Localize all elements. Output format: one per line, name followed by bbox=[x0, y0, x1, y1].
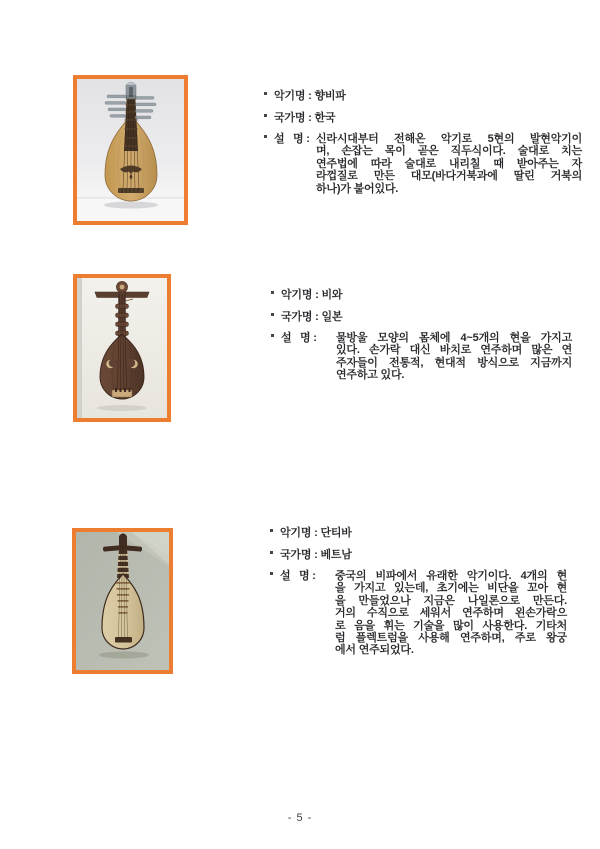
bullet-icon bbox=[264, 135, 267, 138]
description-line: 거의 수직으로 세워서 연주하며 왼손가락으 bbox=[335, 607, 567, 620]
instrument-name-row bbox=[270, 527, 567, 540]
description-row bbox=[270, 570, 567, 657]
description-line: 럼 플렉트럼을 사용해 연주하며, 주로 왕궁 bbox=[335, 632, 567, 645]
description-line: 중국의 비파에서 유래한 악기이다. 4개의 현 bbox=[335, 570, 567, 582]
description-line: 주자들이 전통적, 현대적 방식으로 지금까지 bbox=[336, 356, 572, 369]
instrument-photo-frame-2 bbox=[73, 274, 171, 422]
description-text bbox=[336, 332, 572, 382]
bullet-icon bbox=[271, 334, 274, 337]
description-line: 물방울 모양의 몸체에 4~5개의 현을 가지고 bbox=[336, 332, 572, 344]
bullet-icon bbox=[270, 551, 273, 554]
description-text bbox=[335, 570, 567, 657]
bullet-icon bbox=[271, 313, 274, 316]
description-line: 연주법에 따라 술대로 내리칠 때 받아주는 자 bbox=[316, 157, 582, 170]
instrument-name-row bbox=[264, 90, 582, 103]
description-label: 설 명 : bbox=[281, 332, 317, 344]
page-number: - 5 - bbox=[287, 812, 313, 824]
description-line: 을 만들었으나 지금은 나일론으로 만든다. bbox=[335, 594, 567, 607]
instrument-name-field: 악기명 : 비와 bbox=[281, 289, 343, 301]
country-field: 국가명 : 일본 bbox=[281, 310, 343, 323]
bullet-icon bbox=[270, 572, 273, 575]
country-row bbox=[270, 549, 567, 562]
country-field: 국가명 : 베트남 bbox=[280, 548, 352, 561]
description-label: 설 명 : bbox=[274, 133, 310, 145]
instrument-photo-frame-3 bbox=[72, 528, 173, 674]
bullet-icon bbox=[264, 92, 267, 95]
instrument-info-3 bbox=[270, 527, 567, 657]
instrument-info-1 bbox=[264, 90, 582, 195]
description-line: 을 가지고 있는데, 초기에는 비단을 꼬아 현 bbox=[335, 582, 567, 595]
hyangbipa-photo bbox=[77, 79, 184, 221]
country-row bbox=[264, 112, 582, 125]
biwa-photo bbox=[77, 278, 167, 418]
instrument-name-row bbox=[271, 289, 572, 302]
country-row bbox=[271, 311, 572, 324]
bullet-icon bbox=[271, 291, 274, 294]
instrument-name-field: 악기명 : 단티바 bbox=[280, 527, 352, 539]
description-label: 설 명 : bbox=[280, 570, 316, 582]
dan-ty-ba-photo bbox=[76, 532, 169, 670]
description-line: 신라시대부터 전해온 악기로 5현의 발현악기이 bbox=[316, 133, 582, 145]
bullet-icon bbox=[264, 114, 267, 117]
description-row bbox=[264, 133, 582, 195]
description-line: 며, 손잡는 목이 곧은 직두식이다. 술대로 치는 bbox=[316, 145, 582, 158]
description-line: 로 음을 휘는 기술을 많이 사용한다. 기타처 bbox=[335, 619, 567, 632]
description-line: 하나)가 붙어있다. bbox=[316, 182, 399, 195]
instrument-info-2 bbox=[271, 289, 572, 382]
description-row bbox=[271, 332, 572, 382]
description-line: 연주하고 있다. bbox=[336, 369, 405, 382]
description-line: 있다. 손가락 대신 바치로 연주하며 많은 연 bbox=[336, 344, 572, 357]
description-text bbox=[316, 133, 582, 195]
description-line: 에서 연주되었다. bbox=[335, 644, 414, 657]
instrument-name-field: 악기명 : 향비파 bbox=[274, 90, 346, 102]
bullet-icon bbox=[270, 529, 273, 532]
country-field: 국가명 : 한국 bbox=[274, 111, 336, 124]
instrument-photo-frame-1 bbox=[73, 75, 188, 225]
description-line: 라껍질로 만든 대모(바다거북과에 딸린 거북의 bbox=[316, 170, 582, 183]
